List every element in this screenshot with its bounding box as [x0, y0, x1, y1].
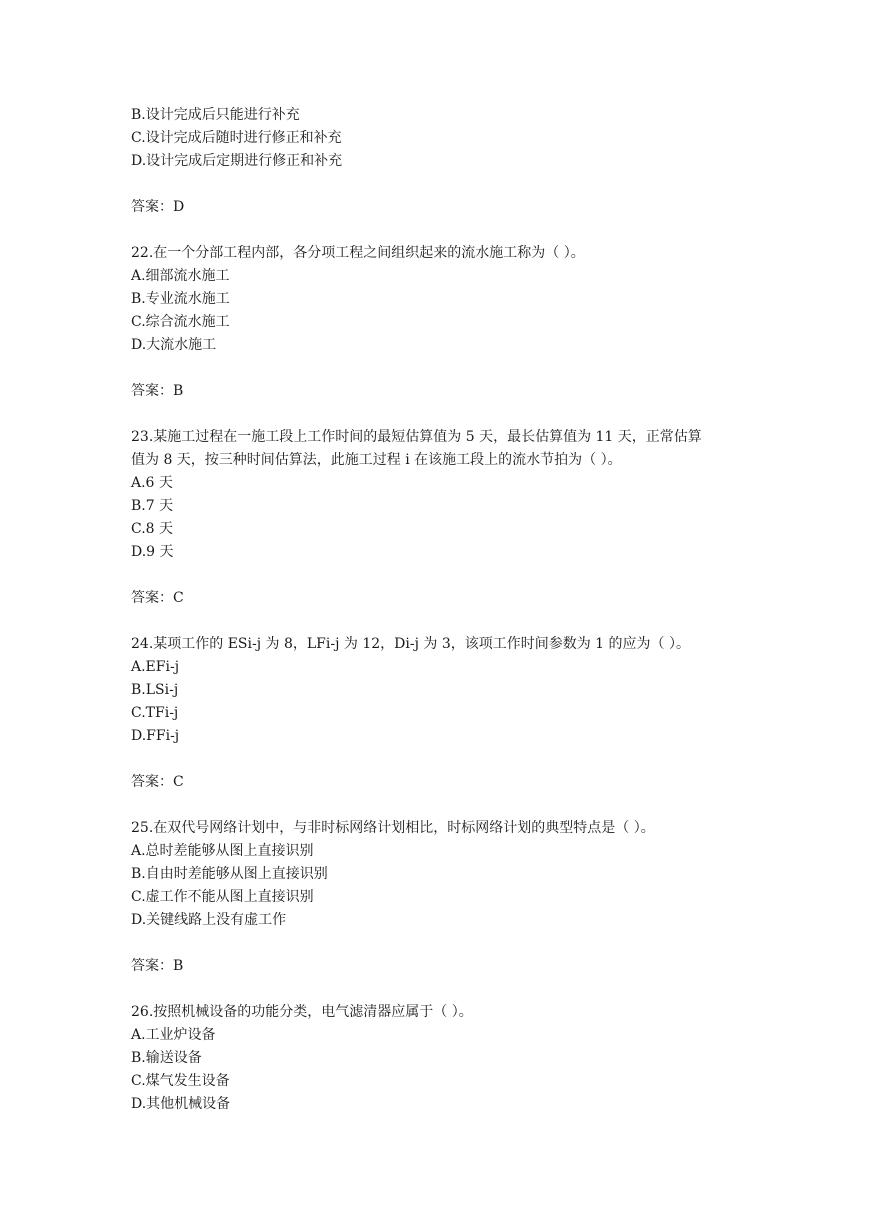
option-a: A.EFi-j	[131, 659, 180, 675]
option-c: C.设计完成后随时进行修正和补充	[131, 130, 342, 146]
spacer	[131, 564, 771, 587]
option-b: B.自由时差能够从图上直接识别	[131, 866, 328, 882]
spacer	[131, 748, 771, 771]
option-b: B.输送设备	[131, 1050, 202, 1066]
option-c: C.煤气发生设备	[131, 1073, 230, 1089]
document-page	[131, 104, 771, 1116]
question-stem: 25.在双代号网络计划中，与非时标网络计划相比，时标网络计划的典型特点是（ ）。	[131, 820, 655, 836]
spacer	[131, 794, 771, 817]
spacer	[131, 403, 771, 426]
question-stem-continued: 值为 8 天，按三种时间估算法，此施工过程 i 在该施工段上的流水节拍为（ ）。	[131, 452, 622, 468]
option-c: C.虚工作不能从图上直接识别	[131, 889, 314, 905]
option-b: B.设计完成后只能进行补充	[131, 107, 300, 123]
option-c: C.8 天	[131, 521, 174, 537]
option-d: D.大流水施工	[131, 337, 217, 353]
option-a: A.6 天	[131, 475, 173, 491]
question-block-21	[131, 104, 771, 242]
answer-line: 答案：B	[131, 383, 184, 399]
spacer	[131, 357, 771, 380]
option-a: A.工业炉设备	[131, 1027, 216, 1043]
spacer	[131, 173, 771, 196]
question-stem: 24.某项工作的 ESi-j 为 8，LFi-j 为 12，Di-j 为 3，该项工作时间参数为 1 的应为（ ）。	[131, 636, 690, 652]
answer-line: 答案：C	[131, 774, 184, 790]
question-block-23	[131, 426, 771, 633]
option-d: D.其他机械设备	[131, 1096, 231, 1112]
option-c: C.TFi-j	[131, 705, 179, 721]
option-b: B.专业流水施工	[131, 291, 230, 307]
option-a: A.总时差能够从图上直接识别	[131, 843, 314, 859]
answer-line: 答案：C	[131, 590, 184, 606]
question-block-22	[131, 242, 771, 426]
option-c: C.综合流水施工	[131, 314, 230, 330]
spacer	[131, 219, 771, 242]
spacer	[131, 978, 771, 1001]
option-b: B.7 天	[131, 498, 174, 514]
option-d: D.FFi-j	[131, 728, 180, 744]
option-d: D.关键线路上没有虚工作	[131, 912, 287, 928]
question-block-25	[131, 817, 771, 1001]
option-a: A.细部流水施工	[131, 268, 230, 284]
question-block-26	[131, 1001, 771, 1116]
question-stem: 22.在一个分部工程内部，各分项工程之间组织起来的流水施工称为（ ）。	[131, 245, 585, 261]
option-b: B.LSi-j	[131, 682, 179, 698]
option-d: D.设计完成后定期进行修正和补充	[131, 153, 343, 169]
spacer	[131, 932, 771, 955]
question-block-24	[131, 633, 771, 817]
question-stem: 26.按照机械设备的功能分类，电气滤清器应属于（ ）。	[131, 1004, 473, 1020]
question-stem: 23.某施工过程在一施工段上工作时间的最短估算值为 5 天，最长估算值为 11 天，正常估算	[131, 429, 702, 445]
option-d: D.9 天	[131, 544, 174, 560]
answer-line: 答案：D	[131, 199, 185, 215]
answer-line: 答案：B	[131, 958, 184, 974]
spacer	[131, 610, 771, 633]
